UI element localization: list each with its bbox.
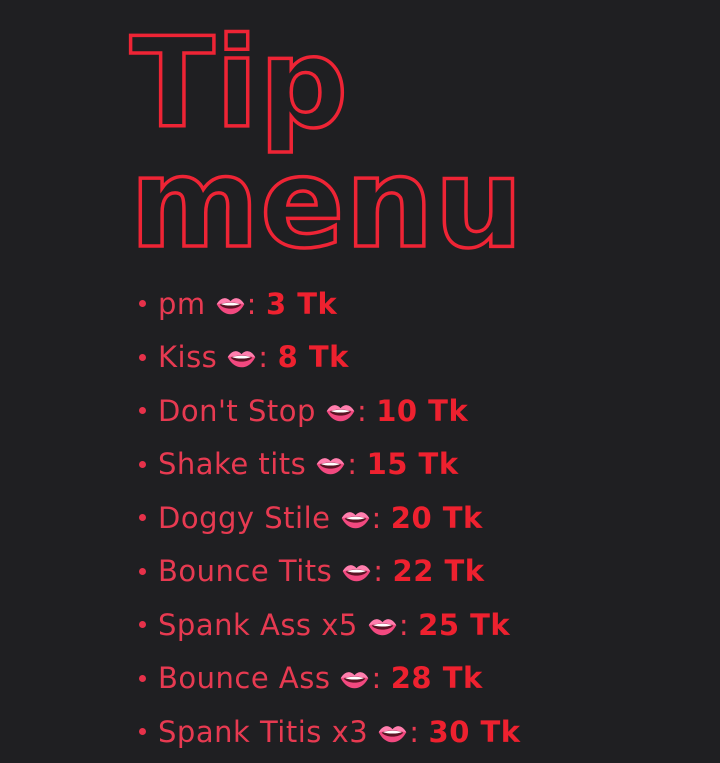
bullet-icon	[139, 461, 146, 468]
list-item	[139, 500, 720, 535]
tip-label: Don't Stop	[158, 393, 316, 428]
tip-price: 3 Tk	[265, 286, 338, 321]
tip-label: Spank Titis x3	[158, 714, 369, 749]
list-item	[139, 554, 720, 589]
bullet-icon	[139, 621, 146, 628]
lips-icon	[377, 722, 408, 744]
lips-icon	[226, 347, 257, 369]
tip-label: Bounce Ass	[158, 661, 331, 696]
lips-icon	[215, 294, 246, 316]
lips-icon	[325, 401, 356, 423]
tip-price: 25 Tk	[418, 607, 511, 642]
tip-label: Bounce Tits	[158, 554, 333, 589]
lips-icon	[367, 615, 398, 637]
tip-separator: :	[371, 500, 382, 535]
lips-icon	[315, 454, 346, 476]
list-item	[139, 607, 720, 642]
tip-price: 8 Tk	[277, 340, 349, 375]
tip-label: Spank Ass x5	[158, 607, 358, 642]
tip-separator: :	[356, 393, 368, 428]
page-title	[130, 12, 720, 277]
tip-separator: :	[347, 447, 358, 482]
bullet-icon	[139, 354, 146, 361]
bullet-icon	[139, 568, 146, 575]
list-item	[139, 286, 720, 321]
tip-price: 20 Tk	[390, 500, 483, 535]
bullet-icon	[139, 407, 146, 414]
tip-price: 10 Tk	[376, 393, 469, 428]
tip-separator: :	[246, 286, 257, 321]
list-item	[139, 340, 720, 375]
lips-icon	[339, 668, 370, 690]
tip-price: 15 Tk	[366, 447, 459, 482]
tip-price: 30 Tk	[428, 714, 521, 749]
lips-icon	[341, 561, 372, 583]
list-item	[139, 447, 720, 482]
list-item	[139, 393, 720, 428]
tip-label: Shake tits	[158, 447, 307, 482]
list-item	[139, 661, 720, 696]
list-item	[139, 714, 720, 749]
tip-separator: :	[398, 607, 410, 642]
bullet-icon	[139, 675, 146, 682]
lips-icon	[340, 508, 371, 530]
page-title-line1: Tip	[130, 12, 349, 156]
bullet-icon	[139, 514, 146, 521]
bullet-icon	[139, 300, 146, 307]
tip-separator: :	[409, 714, 420, 749]
tip-separator: :	[258, 340, 269, 375]
tip-price: 22 Tk	[392, 554, 485, 589]
bullet-icon	[139, 728, 146, 735]
tip-label: pm	[158, 286, 206, 321]
tip-separator: :	[371, 661, 382, 696]
tip-menu-list	[130, 286, 720, 749]
tip-label: Doggy Stile	[158, 500, 331, 535]
tip-price: 28 Tk	[390, 661, 483, 696]
tip-separator: :	[373, 554, 384, 589]
tip-label: Kiss	[158, 340, 218, 375]
page-title-line2: menu	[130, 132, 524, 277]
